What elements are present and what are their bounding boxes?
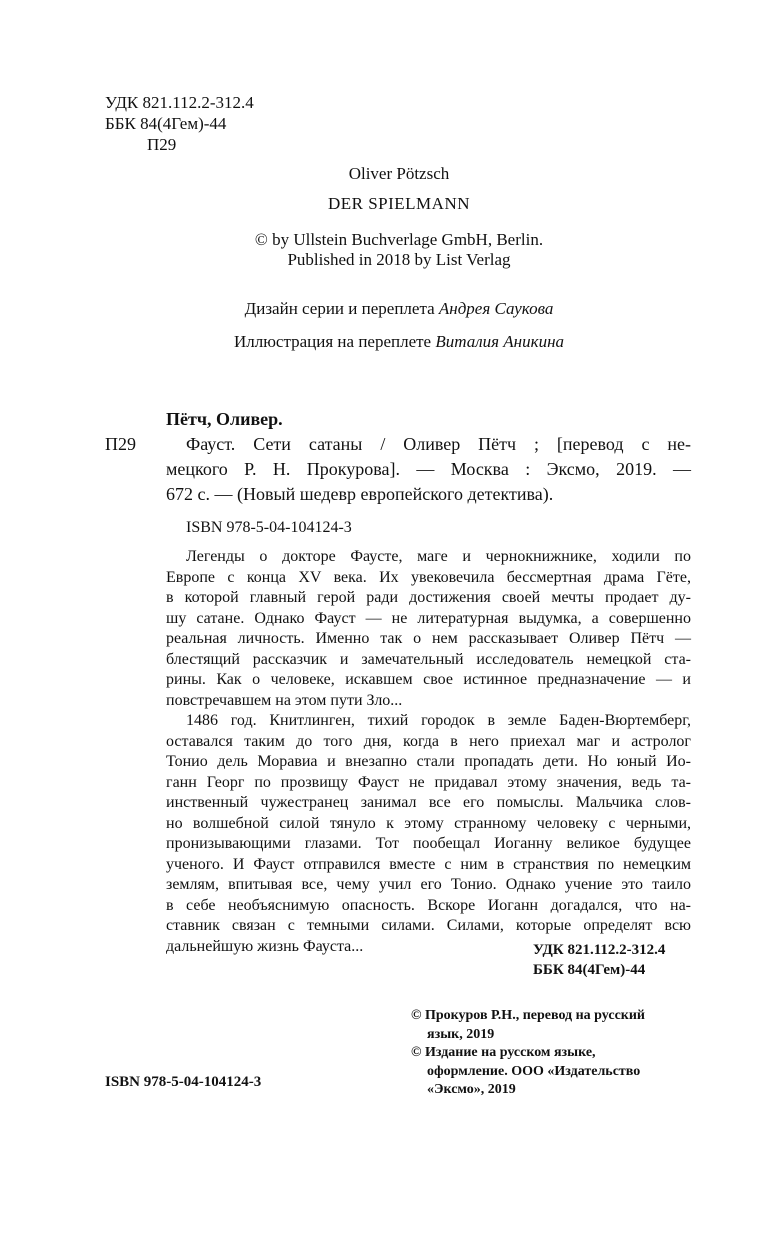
original-copyright-line2: Published in 2018 by List Verlag: [287, 250, 511, 269]
design-credit: [0, 299, 768, 319]
abstract-line: Легенды о докторе Фаусте, маге и чернокнижнике, ходили по: [186, 548, 691, 565]
abstract-line: 1486 год. Книтлинген, тихий городок в земле Баден-Вюртемберг,: [186, 712, 691, 729]
abstract-line: ганн Георг по прозвищу Фауст не придавал этому значения, ведь та-: [166, 773, 691, 791]
abstract: [166, 547, 691, 957]
abstract-line: дальнейшую жизнь Фауста...: [166, 937, 364, 955]
copyright-translation-line2: язык, 2019: [427, 1026, 495, 1042]
abstract-line: Тонио дель Моравиа и внезапно стали пропадать дети. Но юный Ио-: [166, 753, 691, 770]
illustration-credit-label: Иллюстрация на переплете: [233, 332, 432, 351]
copyright-translation: [411, 1007, 645, 1100]
abstract-line: в которой главный герой ради достижения своей мечты продает ду-: [166, 589, 691, 606]
abstract-line: повстречавшем на этом пути Зло...: [166, 691, 403, 709]
abstract-paragraph-2: [166, 711, 691, 957]
author-mark: П29: [147, 135, 177, 154]
footer-isbn: ISBN 978-5-04-104124-3: [105, 1074, 262, 1090]
abstract-line: в себе необъяснимую опасность. Вскоре Иоганн догадался, что на-: [166, 896, 691, 914]
abstract-line: пронизывающими глазами. Тот пообещал Иоганну великое будущее: [166, 835, 691, 852]
copyright-edition-line2: оформление. ООО «Издательство: [427, 1063, 641, 1079]
bbk-code-bottom: ББК 84(4Гем)-44: [533, 962, 646, 978]
udk-code: УДК 821.112.2-312.4: [105, 93, 254, 112]
abstract-line: ставник связан с темными силами. Силами, которые определят всю: [166, 917, 691, 934]
abstract-line: рины. Как о человеке, искавшем свое истинное предназначение — и: [166, 671, 691, 688]
bib-line-2: мецкого Р. Н. Прокурова]. — Москва : Эксмо, 2019. —: [166, 459, 691, 479]
original-copyright-line1: © by Ullstein Buchverlage GmbH, Berlin.: [254, 230, 544, 249]
design-credit-name: Андрея Саукова: [438, 299, 554, 318]
abstract-paragraph-1: [166, 547, 691, 711]
copyright-edition-line3: «Эксмо», 2019: [427, 1082, 516, 1097]
illustration-credit-name: Виталия Аникина: [435, 332, 564, 351]
original-title: DER SPIELMANN: [327, 194, 471, 213]
bib-line-3: 672 с. — (Новый шедевр европейского детектива).: [166, 484, 554, 504]
bib-line-1: Фауст. Сети сатаны / Оливер Пётч ; [перевод с не-: [186, 434, 691, 454]
design-credit-label: Дизайн серии и переплета: [244, 299, 435, 318]
abstract-line: инственный чужестранец занимал все его помыслы. Мальчика слов-: [166, 794, 691, 811]
abstract-line: но волшебной силой тянуло к этому странному человеку с черными,: [166, 814, 691, 832]
copyright-translation-line1: © Прокуров Р.Н., перевод на русский: [411, 1008, 645, 1023]
bib-isbn: ISBN 978-5-04-104124-3: [186, 519, 352, 536]
original-author: Oliver Pötzsch: [348, 164, 450, 183]
abstract-line: оставался таким до того дня, когда в него приехал маг и астролог: [166, 732, 691, 750]
illustration-credit: [0, 332, 768, 352]
bib-heading: Пётч, Оливер.: [166, 409, 283, 429]
copyright-edition-line1: © Издание на русском языке,: [411, 1045, 596, 1060]
abstract-line: землям, впитывая все, чему учил его Тонио. Однако учение это таило: [166, 876, 691, 893]
udk-code-bottom: УДК 821.112.2-312.4: [533, 942, 666, 958]
bib-author-mark: П29: [105, 434, 136, 454]
abstract-line: блестящий рассказчик и замечательный исследователь немецкой ста-: [166, 650, 691, 668]
abstract-line: Европе с конца XV века. Их увековечила бессмертная драма Гёте,: [166, 568, 691, 586]
abstract-line: шу сатане. Однако Фауст — не литературная выдумка, а совершенно: [166, 609, 691, 627]
bbk-code: ББК 84(4Гем)-44: [105, 114, 227, 133]
abstract-line: реальная личность. Именно так о нем рассказывает Оливер Пётч —: [166, 630, 691, 647]
abstract-line: ученого. И Фауст отправился вместе с ним в странствия по немецким: [166, 855, 691, 873]
